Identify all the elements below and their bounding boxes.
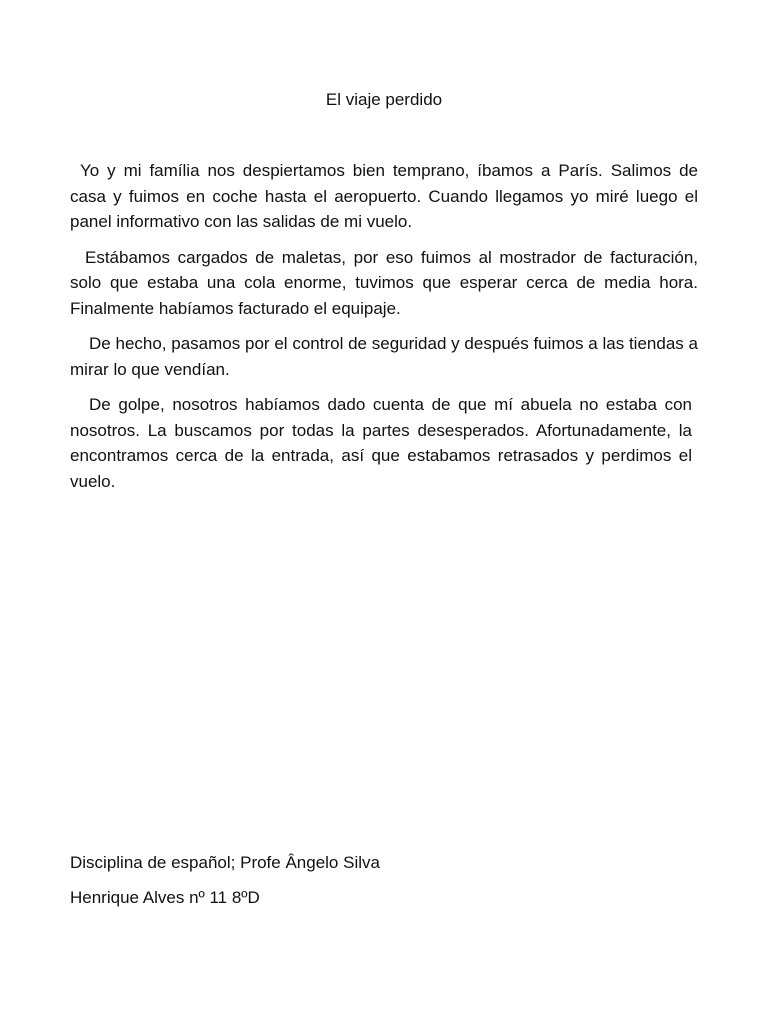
document-title: El viaje perdido <box>325 90 443 109</box>
document-body <box>70 158 698 504</box>
paragraph-1: Yo y mi família nos despiertamos bien temprano, íbamos a París. Salimos de casa y fuimos en coche hasta el aeropuerto. Cuando llegamos yo miré luego el panel informativo con las salidas de mi vuelo. <box>70 161 698 231</box>
paragraph-2: Estábamos cargados de maletas, por eso fuimos al mostrador de facturación, solo que estaba una cola enorme, tuvimos que esperar cerca de media hora. Finalmente habíamos facturado el equipaje. <box>70 247 698 318</box>
footer-student: Henrique Alves nº 11 8ºD <box>70 888 260 907</box>
paragraph-4: De golpe, nosotros habíamos dado cuenta de que mí abuela no estaba con nosotros. La buscamos por todas la partes desesperados. Afortunadamente, la encontramos cerca de la entrada, así que estabamos retrasados y perdimos el vuelo. <box>70 395 692 491</box>
paragraph-3: De hecho, pasamos por el control de seguridad y después fuimos a las tiendas a mirar lo que vendían. <box>70 334 698 379</box>
footer-discipline: Disciplina de español; Profe Ângelo Silva <box>70 853 380 872</box>
